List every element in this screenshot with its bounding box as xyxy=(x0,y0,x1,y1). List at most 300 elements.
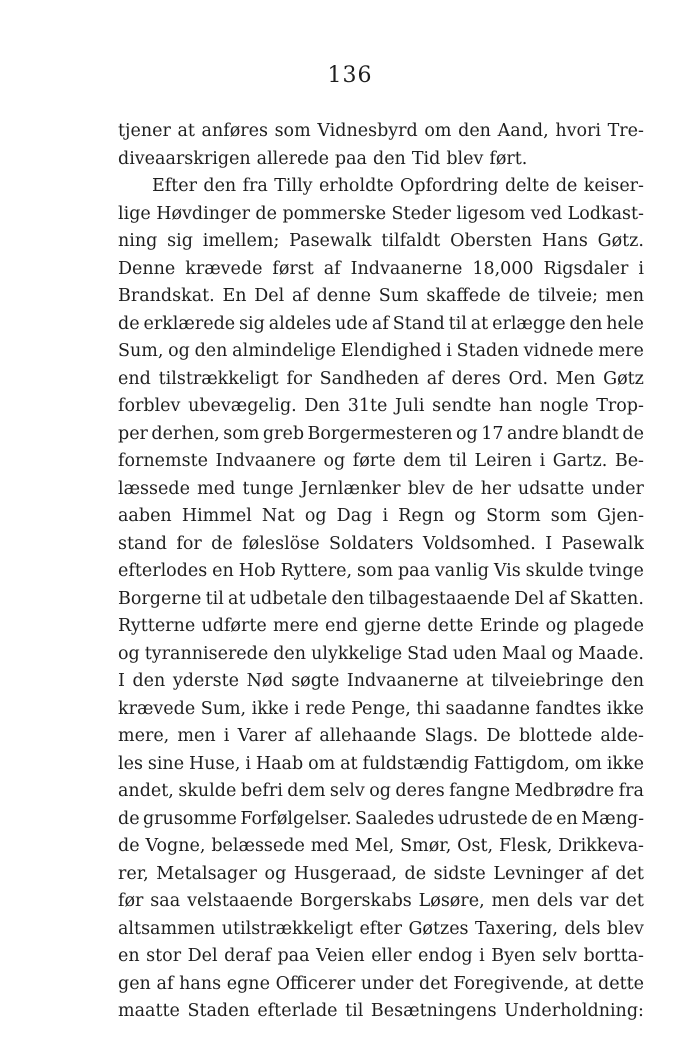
word: af xyxy=(291,286,309,306)
word: Leiren xyxy=(474,451,533,471)
word: de xyxy=(508,286,530,306)
word: utilstrækkeligt xyxy=(221,918,354,939)
text-line xyxy=(118,833,644,861)
text-line xyxy=(118,861,644,889)
text-line xyxy=(118,943,644,971)
word: Borgermesteren xyxy=(307,423,453,444)
word: Gøtz. xyxy=(597,231,644,251)
text-line xyxy=(118,503,644,531)
word: Aand, xyxy=(497,121,549,141)
word: Høvdinger xyxy=(156,203,250,224)
word: Himmel xyxy=(181,506,252,526)
word: den xyxy=(569,313,603,334)
word: Fattigdom, xyxy=(473,753,570,774)
word: sendte xyxy=(432,396,492,416)
word: tilveiebringe xyxy=(491,671,604,691)
word: maatte xyxy=(118,1001,180,1021)
word: som xyxy=(274,121,311,141)
word: keiser- xyxy=(583,176,644,196)
word: Vidnesbyrd xyxy=(317,121,418,141)
word: for xyxy=(286,368,312,389)
word: Elendighed xyxy=(340,341,442,361)
word: andet, xyxy=(118,781,174,801)
word: paa xyxy=(397,561,431,581)
word: efterlade xyxy=(257,1001,338,1021)
word: og xyxy=(369,781,391,801)
word: dels xyxy=(564,918,601,939)
word: blandt xyxy=(562,423,619,444)
word: krævede xyxy=(185,258,263,279)
word: en xyxy=(118,946,140,966)
word: dette xyxy=(598,973,644,994)
word: til xyxy=(345,1001,364,1021)
word: tilbagestaaende xyxy=(368,588,510,609)
word: Penge, xyxy=(351,698,411,719)
word: at xyxy=(340,753,358,774)
word: det xyxy=(615,891,644,911)
word: under xyxy=(591,478,644,499)
word: og xyxy=(454,506,477,526)
word: Denne xyxy=(118,258,176,279)
word: den xyxy=(331,588,365,609)
word: diveaarskrigen xyxy=(118,148,251,169)
word: ude xyxy=(335,313,368,334)
word: dels xyxy=(536,891,573,911)
word: i xyxy=(294,698,300,719)
word: vanlig xyxy=(434,561,489,581)
word: deres xyxy=(395,781,445,801)
word: Ord. xyxy=(508,368,549,389)
word: 18,000 xyxy=(472,258,534,279)
word: tilveie; xyxy=(537,286,599,306)
word: Brandskat. xyxy=(118,286,215,306)
word: Sum, xyxy=(200,698,247,719)
word: les xyxy=(118,753,143,774)
word: udførte xyxy=(201,616,267,636)
word: Borgerskabs xyxy=(299,891,412,911)
word: Gøtz xyxy=(603,368,644,389)
word: erholdte xyxy=(318,176,394,196)
word: Byen xyxy=(491,946,536,966)
word: Drikkeva- xyxy=(558,836,644,856)
word: med xyxy=(197,478,236,499)
word: i xyxy=(539,451,546,471)
word: Erinde xyxy=(479,616,540,636)
word: ikke xyxy=(251,698,289,719)
word: Del xyxy=(514,588,545,609)
page-number: 136 xyxy=(327,63,373,88)
word: befri xyxy=(240,781,283,801)
word: fandtes xyxy=(535,698,602,719)
word: sig xyxy=(167,231,193,251)
word: deres xyxy=(451,368,501,389)
word: Indvaanerne xyxy=(350,258,463,279)
word: ligesom xyxy=(456,203,526,224)
word: og xyxy=(323,451,346,471)
word: Opfordring xyxy=(400,176,499,196)
word: Skatten. xyxy=(569,588,644,609)
word: paa xyxy=(334,148,367,169)
word: skaffede xyxy=(426,286,501,306)
word: hans xyxy=(179,973,222,994)
word: belæssede xyxy=(211,836,305,856)
word: efter xyxy=(359,918,403,939)
text-line xyxy=(118,558,644,586)
word: var xyxy=(579,891,609,911)
body-text xyxy=(118,118,644,1026)
word: I xyxy=(118,671,125,691)
word: af xyxy=(426,368,444,389)
word: dem xyxy=(287,781,326,801)
word: Regn xyxy=(398,506,445,526)
word: endog xyxy=(417,946,473,966)
word: En xyxy=(222,286,247,306)
word: pommerske xyxy=(282,203,387,224)
word: Nat xyxy=(261,506,295,526)
word: skulde xyxy=(178,781,237,801)
word: erklærede xyxy=(143,313,236,334)
word: Underholdning: xyxy=(504,1001,644,1021)
word: saa xyxy=(150,891,181,911)
word: Steder xyxy=(391,203,451,224)
word: greb xyxy=(262,423,305,444)
word: Gartz. xyxy=(552,451,608,471)
word: delte xyxy=(504,176,550,196)
word: ikke xyxy=(606,753,644,774)
word: den xyxy=(203,176,237,196)
word: han xyxy=(498,396,532,416)
word: rede xyxy=(305,698,346,719)
word: efterlodes xyxy=(118,561,208,581)
word: Husgeraad, xyxy=(293,863,397,884)
word: Tilly xyxy=(274,176,313,196)
word: Foregivende, xyxy=(453,973,570,994)
word: og xyxy=(545,616,568,636)
word: Trop- xyxy=(596,396,644,416)
word: Staden xyxy=(187,1001,250,1021)
word: det xyxy=(419,973,448,994)
word: før xyxy=(118,891,144,911)
word: stor xyxy=(146,946,182,966)
word: deraf xyxy=(224,946,271,966)
word: søgte xyxy=(291,671,340,691)
text-line xyxy=(118,173,644,201)
word: de xyxy=(255,203,277,224)
word: Vogne, xyxy=(145,836,206,856)
word: Huse, xyxy=(188,753,241,774)
text-line xyxy=(118,916,644,944)
word: udsatte xyxy=(517,478,585,499)
word: allehaande xyxy=(319,726,417,746)
text-line xyxy=(118,448,644,476)
word: sidste xyxy=(433,863,486,884)
word: Maade. xyxy=(578,643,644,664)
word: Officerer xyxy=(275,973,356,994)
text-line xyxy=(118,696,644,724)
word: Borgerne xyxy=(118,588,202,609)
word: ulykkelige xyxy=(311,643,403,664)
word: aldeles xyxy=(268,313,332,334)
word: fornemste xyxy=(118,451,208,471)
word: gen xyxy=(118,973,151,994)
word: ført. xyxy=(489,148,528,169)
word: udbetale xyxy=(249,588,328,609)
word: De xyxy=(486,726,511,746)
word: en xyxy=(556,808,578,829)
word: den xyxy=(611,671,644,691)
word: hele xyxy=(606,313,644,334)
word: tilfaldt xyxy=(381,231,441,251)
word: men xyxy=(491,891,530,911)
word: selv xyxy=(329,781,365,801)
word: Mel, xyxy=(354,836,395,856)
word: Gjen- xyxy=(597,506,644,526)
word: udrustede xyxy=(437,808,528,829)
word: tvinge xyxy=(588,561,644,581)
word: aaben xyxy=(118,506,172,526)
text-line xyxy=(118,971,644,999)
word: Jernlænker xyxy=(300,478,401,499)
word: fra xyxy=(242,176,268,196)
word: Indvaanere xyxy=(215,451,316,471)
text-line xyxy=(118,146,644,174)
word: det xyxy=(615,863,644,884)
text-line xyxy=(118,888,644,916)
word: de xyxy=(451,478,474,499)
text-line xyxy=(118,668,644,696)
word: men xyxy=(177,726,216,746)
word: først xyxy=(272,258,314,279)
word: de xyxy=(118,808,140,829)
word: dem xyxy=(403,451,442,471)
word: Gøtzes xyxy=(408,918,469,939)
word: at xyxy=(228,588,246,609)
word: selv xyxy=(542,946,577,966)
word: hvori xyxy=(555,121,601,141)
word: at xyxy=(466,671,484,691)
word: som xyxy=(223,423,260,444)
word: til xyxy=(205,588,224,609)
word: de xyxy=(211,533,233,554)
text-line xyxy=(118,723,644,751)
word: om xyxy=(574,753,602,774)
word: i xyxy=(638,258,644,279)
text-line xyxy=(118,421,644,449)
word: Storm xyxy=(486,506,541,526)
word: velstaaende xyxy=(187,891,293,911)
word: tilstrækkeligt xyxy=(158,368,279,389)
word: 17 xyxy=(481,423,504,444)
word: Mæng- xyxy=(581,808,644,829)
word: bortta- xyxy=(583,946,644,966)
word: Tre- xyxy=(607,121,644,141)
text-line xyxy=(118,393,644,421)
word: tyranniserede xyxy=(144,643,269,664)
word: grusomme xyxy=(142,808,237,829)
word: at xyxy=(470,313,489,334)
word: Efter xyxy=(152,176,198,196)
word: om xyxy=(424,121,452,141)
word: Staden xyxy=(456,341,519,361)
word: Stand xyxy=(392,313,445,334)
word: Del xyxy=(187,946,218,966)
text-line xyxy=(118,283,644,311)
word: Stad xyxy=(407,643,448,664)
word: altsammen xyxy=(118,918,216,939)
word: af xyxy=(294,726,312,746)
word: paa xyxy=(277,946,310,966)
word: fra xyxy=(618,781,644,801)
word: Smør, xyxy=(400,836,452,856)
word: Den xyxy=(304,396,341,416)
word: som xyxy=(356,561,394,581)
text-line xyxy=(118,118,644,146)
word: i xyxy=(446,341,452,361)
word: Slags. xyxy=(424,726,479,746)
word: Veien xyxy=(316,946,365,966)
word: fangne xyxy=(449,781,511,801)
word: tunge xyxy=(242,478,294,499)
word: den xyxy=(194,341,228,361)
word: Saaledes xyxy=(354,808,435,829)
text-line xyxy=(118,338,644,366)
word: Dag xyxy=(336,506,373,526)
word: de xyxy=(118,836,140,856)
word: stand xyxy=(118,533,167,554)
text-line xyxy=(118,476,644,504)
word: Pasewalk xyxy=(289,231,372,251)
word: skulde xyxy=(525,561,584,581)
word: andre xyxy=(507,423,559,444)
word: fuldstændig xyxy=(362,753,469,774)
text-line xyxy=(118,201,644,229)
text-line xyxy=(118,613,644,641)
word: af xyxy=(156,973,174,994)
word: med xyxy=(310,836,349,856)
word: de xyxy=(118,313,140,334)
word: de xyxy=(531,808,553,829)
word: Soldaters xyxy=(328,533,414,554)
word: Ost, xyxy=(457,836,494,856)
word: I xyxy=(545,533,553,554)
text-line xyxy=(118,998,644,1026)
word: Løsøre, xyxy=(418,891,485,911)
word: af xyxy=(371,313,389,334)
word: og xyxy=(304,506,327,526)
word: Juli xyxy=(395,396,425,416)
word: til xyxy=(448,313,467,334)
word: i xyxy=(245,753,251,774)
word: af xyxy=(323,258,341,279)
word: Flesk, xyxy=(499,836,553,856)
word: den xyxy=(458,121,491,141)
word: Haab xyxy=(255,753,304,774)
word: Hans xyxy=(541,231,588,251)
text-line xyxy=(118,311,644,339)
word: her xyxy=(480,478,511,499)
word: den xyxy=(273,643,307,664)
word: almindelige xyxy=(232,341,336,361)
word: Metalsager xyxy=(156,863,257,884)
word: mere xyxy=(598,341,644,361)
word: forblev xyxy=(118,396,181,416)
word: Lodkast- xyxy=(567,203,644,224)
word: blev xyxy=(606,918,644,939)
word: og xyxy=(264,863,287,884)
word: lige xyxy=(118,203,151,224)
text-line xyxy=(118,806,644,834)
word: Del xyxy=(254,286,285,306)
word: sig xyxy=(239,313,265,334)
word: derhen, xyxy=(151,423,220,444)
word: Ryttere, xyxy=(280,561,353,581)
word: saadanne xyxy=(445,698,531,719)
word: vidnede xyxy=(523,341,594,361)
word: læssede xyxy=(118,478,190,499)
word: Be- xyxy=(614,451,644,471)
word: i xyxy=(382,506,389,526)
text-line xyxy=(118,256,644,284)
word: egne xyxy=(226,973,270,994)
word: plagede xyxy=(573,616,644,636)
word: ning xyxy=(118,231,158,251)
word: at xyxy=(574,973,593,994)
word: en xyxy=(212,561,234,581)
word: til xyxy=(448,451,467,471)
word: Besætningens xyxy=(370,1001,497,1021)
word: Hob xyxy=(238,561,276,581)
word: gjerne xyxy=(364,616,422,636)
word: ubevægelig. xyxy=(188,396,297,416)
word: Rigsdaler xyxy=(543,258,629,279)
word: og xyxy=(118,643,140,664)
word: Men xyxy=(555,368,596,389)
word: i xyxy=(479,946,485,966)
word: 31te xyxy=(347,396,388,416)
word: Sum, xyxy=(118,341,164,361)
word: rer, xyxy=(118,863,149,884)
word: førte xyxy=(352,451,396,471)
word: blev xyxy=(446,148,484,169)
word: Nød xyxy=(246,671,284,691)
word: allerede xyxy=(256,148,329,169)
word: Tid xyxy=(411,148,441,169)
word: sine xyxy=(147,753,185,774)
word: den xyxy=(373,148,406,169)
word: blev xyxy=(407,478,445,499)
text-line xyxy=(118,531,644,559)
word: per xyxy=(118,423,148,444)
word: Indvaanerne xyxy=(346,671,459,691)
word: Varer xyxy=(237,726,287,746)
word: nogle xyxy=(539,396,589,416)
word: imellem; xyxy=(202,231,280,251)
word: under xyxy=(360,973,414,994)
word: Levninger xyxy=(493,863,584,884)
word: ikke xyxy=(606,698,644,719)
word: Sandheden xyxy=(319,368,419,389)
word: Rytterne xyxy=(118,616,196,636)
word: Voldsomhed. xyxy=(422,533,536,554)
word: Medbrødre xyxy=(514,781,615,801)
text-line xyxy=(118,641,644,669)
word: i xyxy=(223,726,230,746)
word: yderste xyxy=(172,671,240,691)
word: mere, xyxy=(118,726,170,746)
word: den xyxy=(132,671,166,691)
text-line xyxy=(118,586,644,614)
word: end xyxy=(325,616,358,636)
